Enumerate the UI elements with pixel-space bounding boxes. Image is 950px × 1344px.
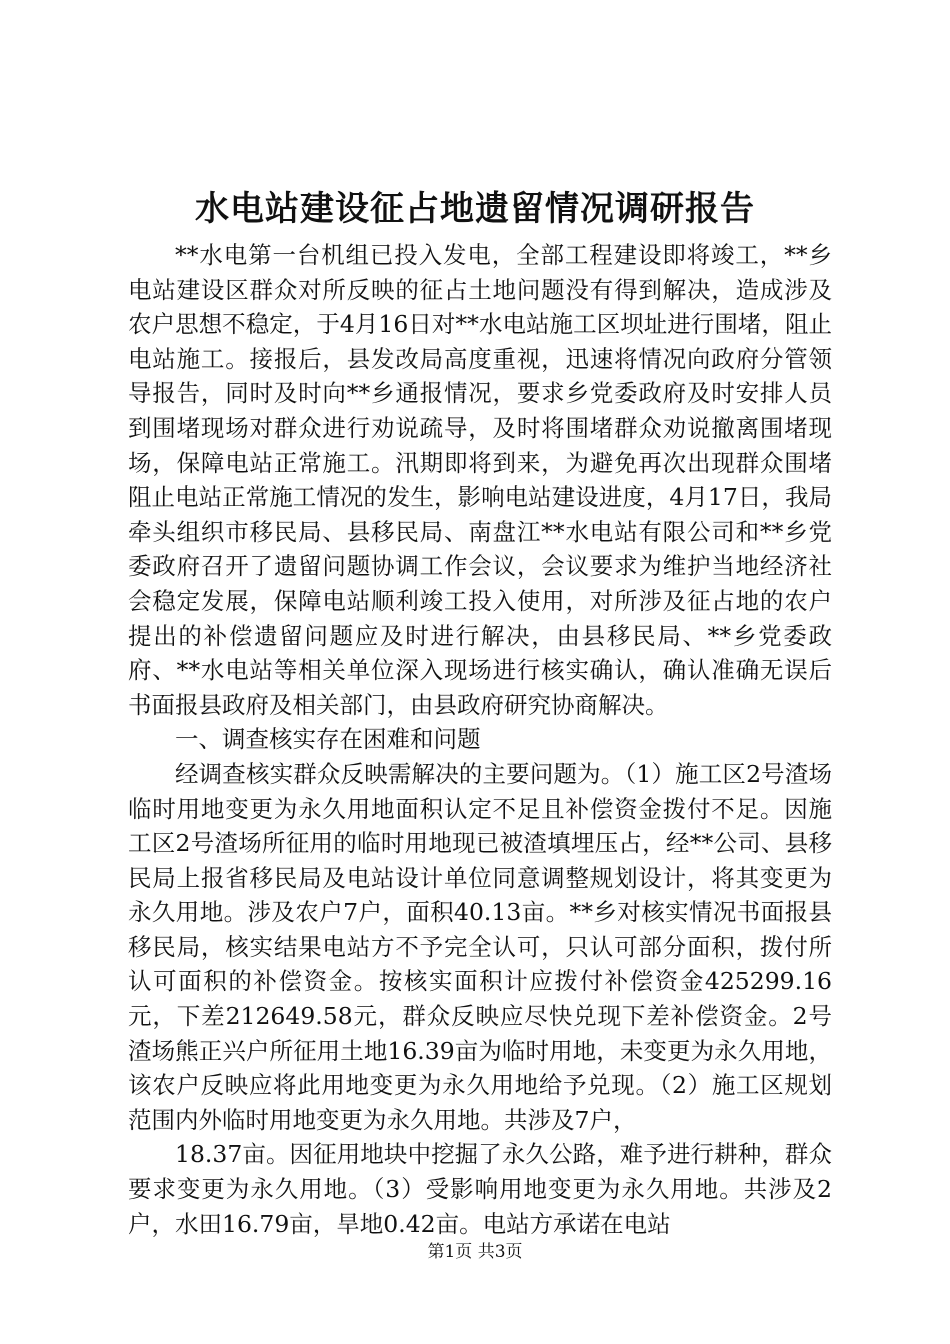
section-heading: 一、调查核实存在困难和问题 — [175, 725, 481, 754]
document-body — [128, 238, 832, 1241]
page-footer: 第1页 共3页 — [427, 1242, 523, 1262]
document-title: 水电站建设征占地遗留情况调研报告 — [195, 189, 755, 229]
paragraph-intro: **水电第一台机组已投入发电，全部工程建设即将竣工，**乡电站建设区群众对所反映的征占土地问题没有得到解决，造成涉及农户思想不稳定，于4月16日对**水电站施工区坝址进行围堵，阻止电站施工。接报后，县发改局高度重视，迅速将情况向政府分管领导报告，同时及时向**乡通报情况，要求乡党委政府及时安排人员到围堵现场对群众进行劝说疏导，及时将围堵群众劝说撤离围堵现场，保障电站正常施工。汛期即将到来，为避免再次出现群众围堵阻止电站正常施工情况的发生，影响电站建设进度，4月17日，我局牵头组织市移民局、县移民局、南盘江**水电站有限公司和**乡党委政府召开了遗留问题协调工作会议，会议要求为维护当地经济社会稳定发展，保障电站顺利竣工投入使用，对所涉及征占地的农户提出的补偿遗留问题应及时进行解决，由县移民局、**乡党委政府、**水电站等相关单位深入现场进行核实确认，确认准确无误后书面报县政府及相关部门，由县政府研究协商解决。 — [128, 241, 832, 719]
paragraph-continued: 18.37亩。因征用地块中挖掘了永久公路，难予进行耕种，群众要求变更为永久用地。（3）受影响用地变更为永久用地。共涉及2户，水田16.79亩，旱地0.42亩。电站方承诺在电站 — [128, 1140, 832, 1238]
paragraph-findings: 经调查核实群众反映需解决的主要问题为。（1）施工区2号渣场临时用地变更为永久用地面积认定不足且补偿资金拨付不足。因施工区2号渣场所征用的临时用地现已被渣填埋压占，经**公司、县移民局上报省移民局及电站设计单位同意调整规划设计，将其变更为永久用地。涉及农户7户，面积40.13亩。**乡对核实情况书面报县移民局，核实结果电站方不予完全认可，只认可部分面积，拨付所认可面积的补偿资金。按核实面积计应拨付补偿资金425299.16元，下差212649.58元，群众反映应尽快兑现下差补偿资金。2号渣场熊正兴户所征用土地16.39亩为临时用地，未变更为永久用地，该农户反映应将此用地变更为永久用地给予兑现。（2）施工区规划范围内外临时用地变更为永久用地。共涉及7户， — [128, 759, 832, 1134]
